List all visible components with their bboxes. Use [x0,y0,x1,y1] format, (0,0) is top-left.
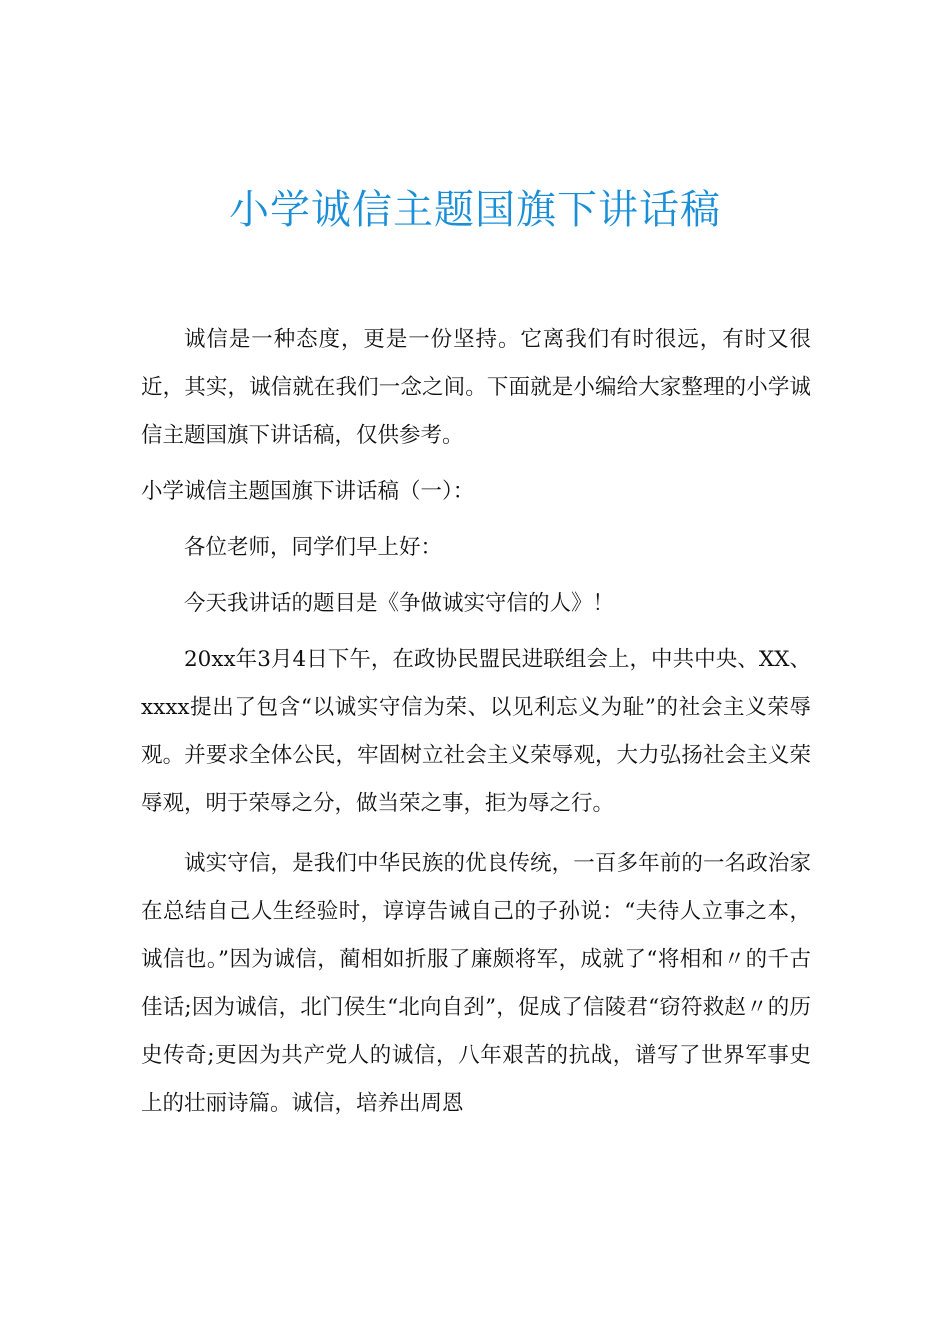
section-heading: 小学诚信主题国旗下讲话稿（一）： [141,479,475,504]
intro-paragraph: 诚信是一种态度，更是一份坚持。它离我们有时很远，有时又很近，其实，诚信就在我们一念之间。下面就是小编给大家整理的小学诚信主题国旗下讲话稿，仅供参考。 [141,327,811,448]
document-title: 小学诚信主题国旗下讲话稿 [229,187,721,233]
topic-paragraph: 今天我讲话的题目是《争做诚实守信的人》！ [184,591,615,616]
greeting-paragraph: 各位老师，同学们早上好： [184,535,443,560]
integrity-paragraph: 诚实守信，是我们中华民族的优良传统，一百多年前的一名政治家在总结自己人生经验时，谆谆告诫自己的子孙说：“夫待人立事之本，诚信也。”因为诚信，蔺相如折服了廉颇将军，成就了“将相和〃的千古佳话;因为诚信，北门侯生“北向自刭”，促成了信陵君“窃符救赵〃的历史传奇;更因为共产党人的诚信，八年艰苦的抗战，谱写了世界军事史上的壮丽诗篇。诚信，培养出周恩 [141,851,811,1116]
document-body [141,316,811,1128]
history-paragraph: 20xx年3月4日下午，在政协民盟民进联组会上，中共中央、XX、xxxx提出了包含“以诚实守信为荣、以见利忘义为耻”的社会主义荣辱观。并要求全体公民，牢固树立社会主义荣辱观，大力弘扬社会主义荣辱观，明于荣辱之分，做当荣之事，拒为辱之行。 [141,647,811,816]
